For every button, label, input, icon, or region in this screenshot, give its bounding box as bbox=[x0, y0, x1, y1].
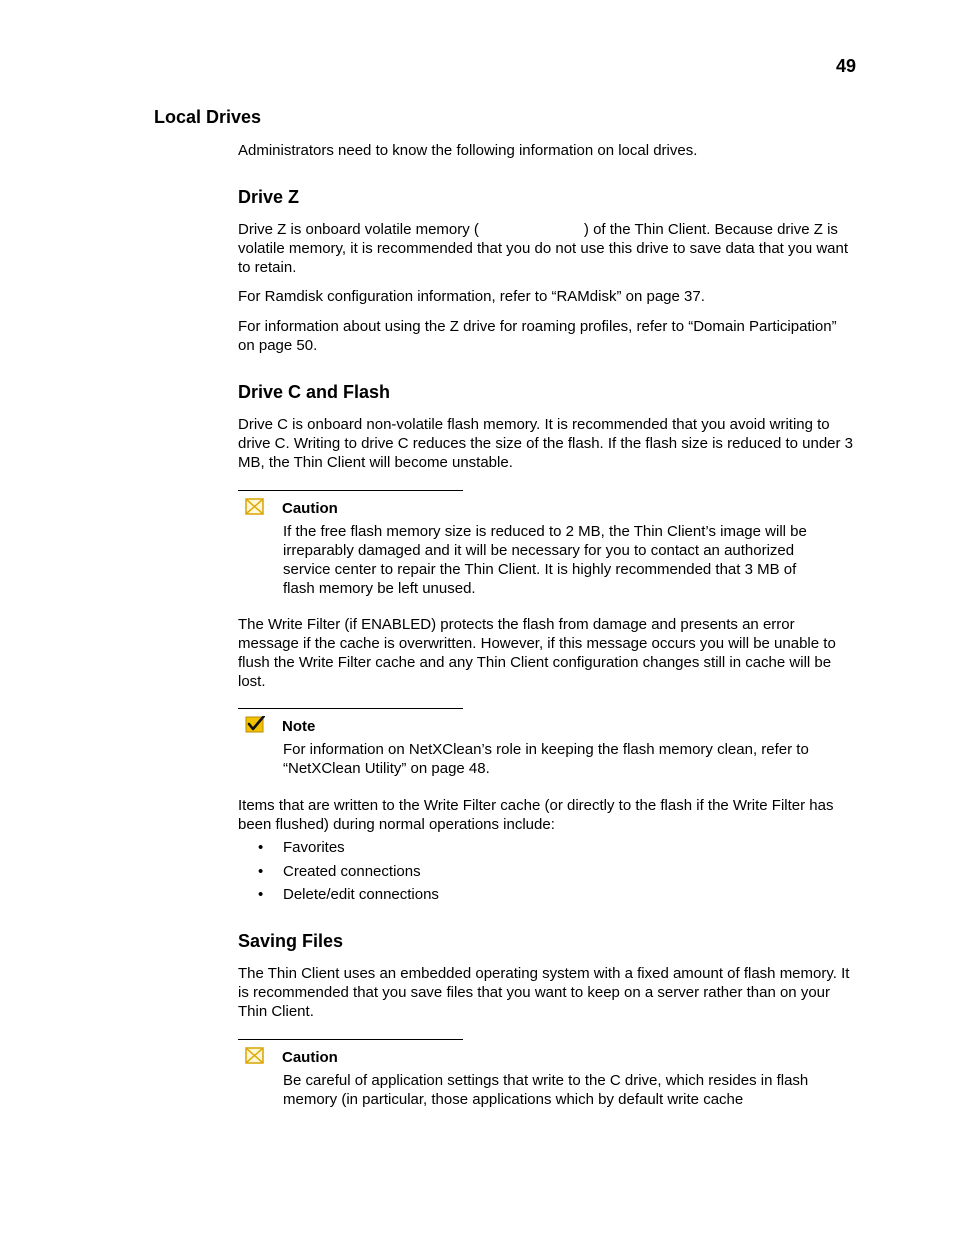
list-item: • Created connections bbox=[258, 862, 421, 880]
caution-divider-2 bbox=[238, 1039, 463, 1040]
intro-paragraph: Administrators need to know the following information on local drives. bbox=[238, 142, 698, 159]
caution-divider bbox=[238, 490, 463, 491]
list-item: • Favorites bbox=[258, 839, 345, 856]
list-item: • Delete/edit connections bbox=[258, 886, 439, 903]
drive-z-p1-end: ) of the Thin Client. Because drive Z is volatile memory, it is recommended that you do not use this drive to save data that you want to retain. bbox=[238, 221, 849, 276]
note-body: For information on NetXClean’s role in keeping the flash memory clean, refer to “NetXClean Utility” on page 48. bbox=[283, 741, 809, 777]
caution-body: If the free flash memory size is reduced to 2 MB, the Thin Client’s image will be irreparably damaged and it will be necessary for you to contact an authorized service center to repair the Thin Client. It is highly recommended that 3 MB of flash memory be left unused. bbox=[283, 523, 807, 597]
saving-files-heading: Saving Files bbox=[238, 931, 344, 951]
caution-title-2: Caution bbox=[282, 1049, 338, 1066]
page-number: 49 bbox=[835, 56, 856, 76]
drive-z-heading: Drive Z bbox=[238, 187, 300, 207]
caution-icon bbox=[245, 1047, 265, 1064]
drive-c-heading: Drive C and Flash bbox=[238, 382, 391, 402]
caution-body-2: Be careful of application settings that write to the C drive, which resides in flash memory (in particular, those applications which by default write cache bbox=[283, 1072, 809, 1108]
drive-c-paragraph-1: Drive C is onboard non-volatile flash memory. It is recommended that you avoid writing to drive C. Writing to drive C reduces the size of the flash. If the flash size is reduced to under 3 MB, the Thin Client will become unstable. bbox=[238, 416, 854, 471]
drive-z-paragraph-3: For information about using the Z drive for roaming profiles, refer to “Domain Participation” on page 50. bbox=[238, 318, 837, 354]
caution-title: Caution bbox=[282, 500, 338, 517]
note-check-icon bbox=[245, 716, 265, 733]
section-title: Local Drives bbox=[154, 107, 262, 127]
write-filter-items-list bbox=[258, 838, 439, 909]
note-title: Note bbox=[282, 718, 316, 735]
drive-z-p1-start: Drive Z is onboard volatile memory ( bbox=[238, 221, 479, 238]
drive-c-paragraph-3: Items that are written to the Write Filter cache (or directly to the flash if the Write Filter has been flushed) during normal operations include: bbox=[238, 797, 834, 833]
saving-files-paragraph: The Thin Client uses an embedded operating system with a fixed amount of flash memory. It is recommended that you save files that you want to keep on a server rather than on your Thin Client. bbox=[238, 965, 850, 1020]
caution-icon bbox=[245, 498, 265, 515]
drive-c-paragraph-2: The Write Filter (if ENABLED) protects the flash from damage and presents an error message if the cache is overwritten. However, if this message occurs you will be unable to flush the Write Filter cache and any Thin Client configuration changes still in cache will be lost. bbox=[238, 616, 836, 690]
note-divider bbox=[238, 708, 463, 709]
drive-z-paragraph-1 bbox=[238, 220, 856, 277]
drive-z-paragraph-2: For Ramdisk configuration information, refer to “RAMdisk” on page 37. bbox=[238, 288, 705, 305]
